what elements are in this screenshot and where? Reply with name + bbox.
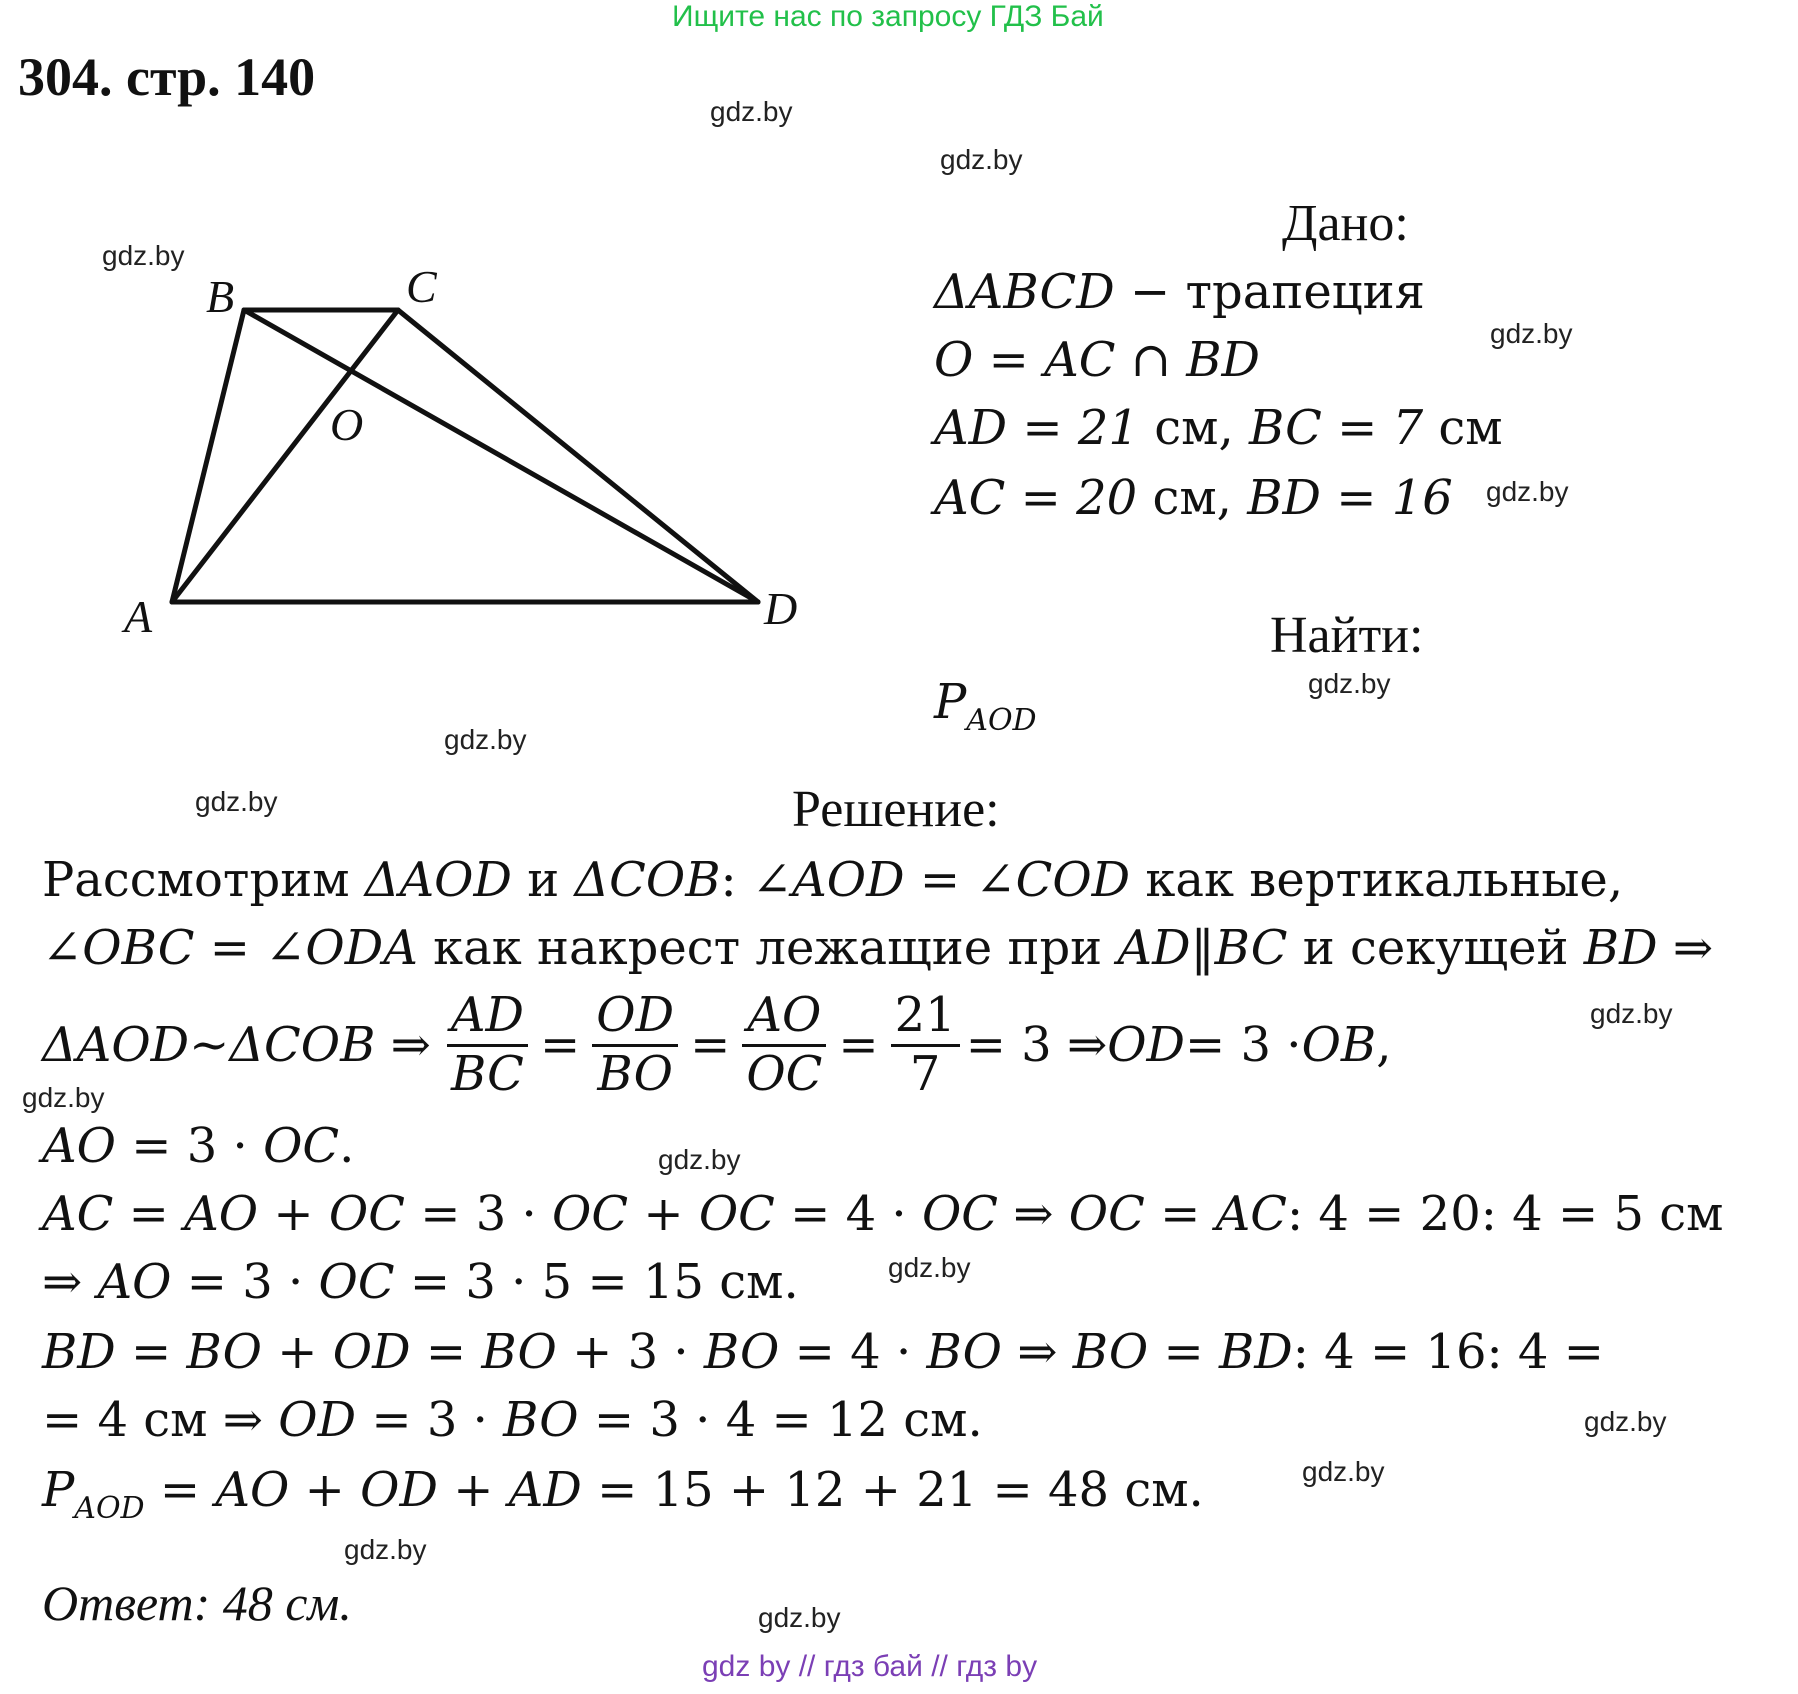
text-segment: = 3 · (356, 1392, 504, 1448)
text-segment: = (144, 1462, 216, 1518)
math-term: AD‖BC (1117, 920, 1288, 976)
math-term: AO (42, 1118, 117, 1174)
vertex-label-a: A (124, 591, 153, 642)
text-segment: ⇒ (1657, 920, 1714, 976)
math-term: AC (42, 1186, 114, 1242)
given-unit: см, (1138, 400, 1249, 456)
find-p-subscript: AOD (966, 703, 1037, 738)
text-segment: = 3 · (116, 1118, 264, 1174)
solution-line-2 (42, 920, 1714, 976)
text-segment: ⇒ (42, 1254, 98, 1310)
given-unit: см, (1137, 470, 1248, 526)
text-segment: Рассмотрим (42, 852, 365, 908)
perimeter-subscript: AOD (74, 1491, 145, 1526)
given-line-4 (934, 470, 1453, 526)
math-punct: , (1376, 1017, 1392, 1073)
text-segment: = 3 · 4 = 12 см. (578, 1392, 983, 1448)
text-segment: = 4 · (774, 1186, 922, 1242)
find-p-symbol: P (934, 674, 967, 730)
math-term: OD (332, 1324, 411, 1380)
given-line-1 (934, 264, 1425, 320)
math-term: OC (921, 1186, 999, 1242)
page-title: 304. стр. 140 (18, 47, 316, 107)
given-bd: BD = 16 (1247, 470, 1453, 526)
solution-line-1 (42, 852, 1624, 908)
watermark: gdz.by (1308, 668, 1391, 699)
given-line-3 (934, 400, 1503, 456)
text-segment: = (410, 1324, 482, 1380)
math-term: BO (503, 1392, 579, 1448)
math-term: BO (703, 1324, 780, 1380)
vertex-label-o: O (330, 399, 364, 450)
fraction-numerator: 21 (891, 988, 960, 1046)
math-term: BD (1218, 1324, 1293, 1380)
text-segment: : (720, 852, 752, 908)
math-term: AO (97, 1254, 172, 1310)
math-term: ΔCOB (574, 852, 721, 908)
diagonal-bd (244, 310, 758, 602)
text-segment: : 4 = 16: 4 = (1292, 1324, 1604, 1380)
fraction (592, 988, 678, 1101)
math-term: ∠AOD = ∠COD (751, 852, 1131, 908)
answer: Ответ: 48 см. (42, 1575, 352, 1631)
text-segment: = 4 см ⇒ (42, 1392, 279, 1448)
solution-line-3 (42, 980, 1391, 1110)
similarity-statement: ΔAOD~ΔCOB ⇒ (42, 1017, 431, 1073)
fraction-denominator: OC (746, 1045, 823, 1102)
perimeter-expression (145, 1462, 1204, 1518)
fraction-denominator: 7 (909, 1045, 941, 1102)
text-segment: и (511, 852, 575, 908)
watermark: gdz.by (940, 144, 1023, 175)
text-segment: = 3 · (404, 1186, 552, 1242)
math-term: AD (508, 1462, 582, 1518)
text-segment: = 3 · 5 = 15 см. (394, 1254, 799, 1310)
watermark: gdz.by (710, 96, 793, 127)
fraction-numerator: AO (742, 988, 826, 1046)
watermark: gdz.by (1302, 1456, 1385, 1487)
text-segment: как накрест лежащие при (417, 920, 1118, 976)
text-segment: ⇒ (998, 1186, 1069, 1242)
fraction (891, 988, 960, 1101)
math-term: BD (1583, 920, 1658, 976)
watermark: gdz.by (195, 786, 278, 817)
math-term: OC (263, 1118, 340, 1174)
given-line-2: O = AC ∩ BD (934, 332, 1260, 388)
watermark: gdz.by (1490, 318, 1573, 349)
fraction (742, 988, 826, 1101)
text-segment: = 15 + 12 + 21 = 48 см. (581, 1462, 1204, 1518)
text-segment: + (289, 1462, 361, 1518)
given-ac: AC = 20 (934, 470, 1138, 526)
math-term: BO (1072, 1324, 1149, 1380)
watermark: gdz.by (758, 1602, 841, 1633)
equals-sign: = (540, 1017, 581, 1073)
top-banner: Ищите нас по запросу ГДЗ Бай (672, 0, 1104, 33)
watermark: gdz.by (344, 1534, 427, 1565)
given-trapezoid-name: ΔABCD (934, 264, 1115, 320)
text-segment: ⇒ (1001, 1324, 1073, 1380)
solution-line-9 (42, 1462, 1204, 1526)
math-term: OB (1301, 1017, 1377, 1073)
math-term: BO (926, 1324, 1002, 1380)
text-segment: : 4 = 20: 4 = 5 см (1286, 1186, 1724, 1242)
math-term: AO (184, 1186, 259, 1242)
solution-line-6 (42, 1254, 799, 1310)
text-segment: + (628, 1186, 699, 1242)
math-term: OC (328, 1186, 405, 1242)
watermark: gdz.by (1584, 1406, 1667, 1437)
watermark: gdz.by (1590, 998, 1673, 1029)
equals-sign: = (838, 1017, 879, 1073)
given-ad: AD = 21 (934, 400, 1139, 456)
ratio-value: = 3 ⇒ (965, 1017, 1108, 1073)
math-term: AC (1215, 1186, 1287, 1242)
text-segment: = (1144, 1186, 1216, 1242)
watermark: gdz.by (102, 240, 185, 271)
ratio-chain (431, 988, 966, 1101)
math-operator: = 3 · (1185, 1017, 1302, 1073)
solution-line-8 (42, 1392, 983, 1448)
math-term: BO (481, 1324, 557, 1380)
given-trapezoid-text: − трапеция (1114, 264, 1425, 320)
math-term: AO (215, 1462, 290, 1518)
solution-line-4 (42, 1118, 355, 1174)
footer-links: gdz by // гдз бай // гдз by (702, 1650, 1038, 1683)
given-unit: см (1423, 400, 1503, 456)
given-heading: Дано: (1282, 195, 1409, 252)
segment-cd (398, 310, 758, 602)
equals-sign: = (690, 1017, 731, 1073)
watermark: gdz.by (1486, 476, 1569, 507)
text-segment: = (1148, 1324, 1219, 1380)
fraction-numerator: AD (447, 988, 528, 1046)
text-segment: = 4 · (779, 1324, 927, 1380)
text-segment: + 3 · (556, 1324, 704, 1380)
math-term: OD (1107, 1017, 1186, 1073)
text-segment: . (339, 1118, 355, 1174)
text-segment: и секущей (1287, 920, 1584, 976)
math-term: BO (186, 1324, 263, 1380)
fraction (447, 988, 528, 1101)
text-segment: + (258, 1186, 329, 1242)
fraction-numerator: OD (592, 988, 678, 1046)
trapezoid-figure (0, 0, 840, 680)
math-term: ∠OBC = ∠ODA (42, 920, 418, 976)
watermark: gdz.by (658, 1144, 741, 1175)
math-term: OC (552, 1186, 629, 1242)
fraction-denominator: BC (451, 1045, 524, 1102)
text-segment: = (115, 1324, 187, 1380)
watermark: gdz.by (888, 1252, 971, 1283)
find-heading: Найти: (1270, 607, 1424, 664)
math-term: OC (1068, 1186, 1145, 1242)
math-term: OD (360, 1462, 438, 1518)
math-term: OC (318, 1254, 395, 1310)
text-segment: = 3 · (171, 1254, 319, 1310)
text-segment: как вертикальные, (1130, 852, 1624, 908)
watermark: gdz.by (22, 1082, 105, 1113)
vertex-label-b: B (206, 271, 235, 322)
vertex-label-c: C (406, 261, 437, 312)
vertex-label-d: D (764, 583, 798, 634)
perimeter-symbol: P (42, 1462, 75, 1518)
math-term: OD (278, 1392, 357, 1448)
text-segment: + (437, 1462, 509, 1518)
math-term: BD (42, 1324, 116, 1380)
fraction-denominator: BO (597, 1045, 673, 1102)
solution-heading: Решение: (792, 781, 1000, 838)
text-segment: + (262, 1324, 333, 1380)
solution-line-7 (42, 1324, 1604, 1380)
solution-line-5 (42, 1186, 1724, 1242)
given-bc: BC = 7 (1248, 400, 1424, 456)
math-term: OC (698, 1186, 775, 1242)
text-segment: = (113, 1186, 185, 1242)
find-perimeter (934, 674, 1037, 738)
math-term: ΔAOD (364, 852, 512, 908)
watermark: gdz.by (444, 724, 527, 755)
